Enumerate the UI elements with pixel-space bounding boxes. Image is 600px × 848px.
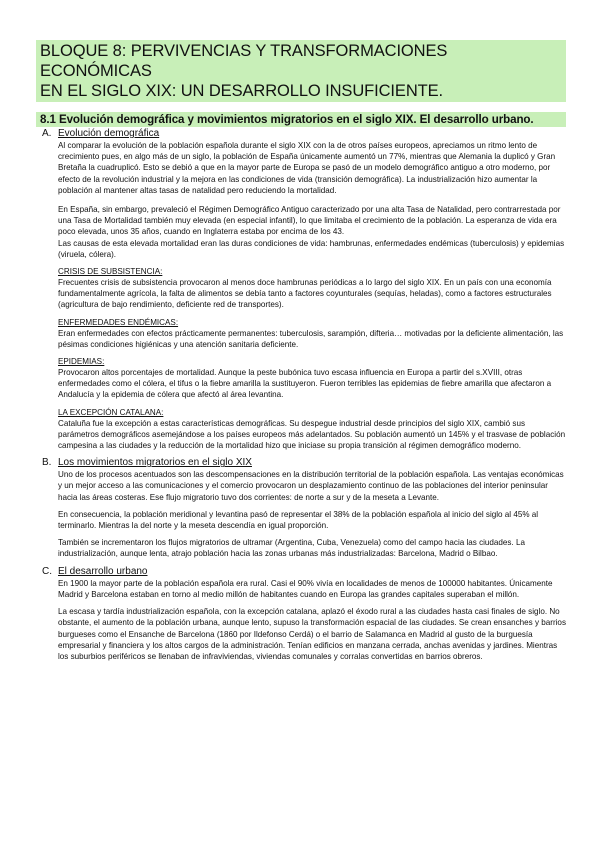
section-c-heading: [42, 565, 566, 578]
section-b-paragraph-3: También se incrementaron los flujos migratorios de ultramar (Argentina, Cuba, Venezuela) como del campo hacia las ciudades. La industrialización, aunque lenta, atrajo población hacia las zonas urbanas más industrializadas: Barcelona, Madrid o Bilbao.: [58, 538, 525, 559]
title-line-2: EN EL SIGLO XIX: UN DESARROLLO INSUFICIENTE.: [40, 82, 444, 100]
section-c-paragraph-2: La escasa y tardía industrialización española, con la excepción catalana, aplazó el éxodo rural a las ciudades hasta casi finales de siglo. No obstante, el aumento de la población urbana, aunque lento, supuso la transformación espacial de las ciudades. Se crean ensanches y barrios burgueses como el Ensanche de Barcelona (1860 por Ildefonso Cerdá) o el barrio de Salamanca en Madrid al gusto de la burguesía empresarial y financiera y los altos cargos de la administración. Tenían edificios en manzana cerrada, anchas avenidas y jardines. Mientras los suburbios periféricos se llenaban de infraviviendas, viviendas comunales y corralas convertidas en barrios obreros.: [58, 607, 566, 661]
catalan-paragraph: Cataluña fue la excepción a estas características demográficas. Su despegue industrial desde principios del siglo XIX, cambió sus parámetros demográficos asemejándose a los países europeos más adelantados. Su población aumentó un 145% y el trasvase de población campesina a las ciudades y la reducción de la mortalidad hizo que iniciase su propia transición al régimen demográfico moderno.: [58, 418, 566, 451]
section-a-paragraph-1: Al comparar la evolución de la población española durante el siglo XIX con la de otros países europeos, apreciamos un ritmo lento de crecimiento pues, en algo más de un siglo, la población de España únicamente aumentó un 77%, mientras que Alemania la duplicó y Gran Bretaña la cuadruplicó. Esto se debió a que en la mayor parte de Europa se pasó de un modelo demográfico antiguo a otro moderno, por efecto de la revolución industrial y la mejora en las condiciones de vida (transición demográfica). La industrialización hizo aumentar la población al mantener altas tasas de natalidad pero reduciendo la mortalidad.: [58, 141, 556, 195]
endemic-paragraph: Eran enfermedades con efectos prácticamente permanentes: tuberculosis, sarampión, difteria… motivadas por la deficiente alimentación, las pésimas condiciones higiénicas y una atención sanitaria deficiente.: [58, 328, 564, 349]
catalan-heading: LA EXCEPCIÓN CATALANA:: [58, 407, 164, 417]
section-a-title: Evolución demográfica: [58, 128, 160, 139]
section-c-title: El desarrollo urbano: [58, 565, 148, 577]
endemic-heading: ENFERMEDADES ENDÉMICAS:: [58, 317, 179, 327]
section-a: [36, 128, 566, 451]
section-b-letter: B.: [42, 457, 52, 469]
epidemics-paragraph: Provocaron altos porcentajes de mortalidad. Aunque la peste bubónica tuvo escasa influencia en Europa a partir del s.XVIII, otras enfermedades como el cólera, el tifus o la fiebre amarilla la sustituyeron. Fueron terribles las epidemias de fiebre amarilla que afectaron a Andalucía y la epidemia de cólera que afectó al área levantina.: [58, 368, 552, 400]
crisis-heading: CRISIS DE SUBSISTENCIA:: [58, 267, 163, 277]
crisis-paragraph: Frecuentes crisis de subsistencia provocaron al menos doce hambrunas periódicas a lo largo del siglo XIX. En un país con una economía fundamentalmente agrícola, la falta de alimentos se debía tanto a factores coyunturales (sequías, heladas), como a factores estructurales (agricultura de bajo rendimiento, deficiente red de transportes).: [58, 278, 552, 310]
section-c-letter: C.: [42, 565, 52, 577]
section-c-paragraph-1: En 1900 la mayor parte de la población española era rural. Casi el 90% vivía en localidades de menos de 100000 habitantes. Únicamente Madrid y Barcelona estaban en torno al medio millón de habitantes cuando en Europa las grandes capitales superaban el millón.: [58, 578, 553, 599]
section-a-letter: A.: [42, 128, 52, 139]
section-b-paragraph-1: Uno de los procesos acentuados son las descompensaciones en la distribución territorial de la población española. Las ventajas económicas y un mejor acceso a las comunicaciones y el comercio provocaron un desplazamiento continuo de las poblaciones del interior peninsular hacia las áreas costeras. Ese flujo migratorio tuvo dos corrientes: de norte a sur y de la meseta a Levante.: [58, 470, 564, 502]
section-a-paragraph-2: En España, sin embargo, prevaleció el Régimen Demográfico Antiguo caracterizado por una alta Tasa de Natalidad, pero contrarrestada por una Tasa de Mortalidad también muy elevada (en especial infantil), lo que limitaba el crecimiento de la población. La esperanza de vida era poco elevada, unos 35 años, cuando en Inglaterra estaba por encima de los 43.: [58, 205, 561, 237]
epidemics-heading: EPIDEMIAS:: [58, 357, 105, 367]
section-a-paragraph-3: Las causas de esta elevada mortalidad eran las duras condiciones de vida: hambrunas, enfermedades endémicas (tuberculosis) y epidemias (viruela, cólera).: [58, 238, 565, 259]
title-line-1: BLOQUE 8: PERVIVENCIAS Y TRANSFORMACIONES ECONÓMICAS: [40, 42, 448, 80]
section-a-heading: [42, 128, 566, 140]
section-subtitle: 8.1 Evolución demográfica y movimientos migratorios en el siglo XIX. El desarrollo urbano.: [36, 112, 566, 127]
section-b: [36, 457, 566, 559]
section-b-title: Los movimientos migratorios en el siglo XIX: [58, 457, 252, 469]
section-b-heading: [42, 457, 566, 469]
section-c: [36, 566, 566, 662]
document-title: [36, 40, 566, 102]
section-b-paragraph-2: En consecuencia, la población meridional y levantina pasó de representar el 38% de la población española al inicio del siglo al 45% al terminarlo. Mientras la del norte y la meseta descendía en igual proporción.: [58, 509, 539, 531]
